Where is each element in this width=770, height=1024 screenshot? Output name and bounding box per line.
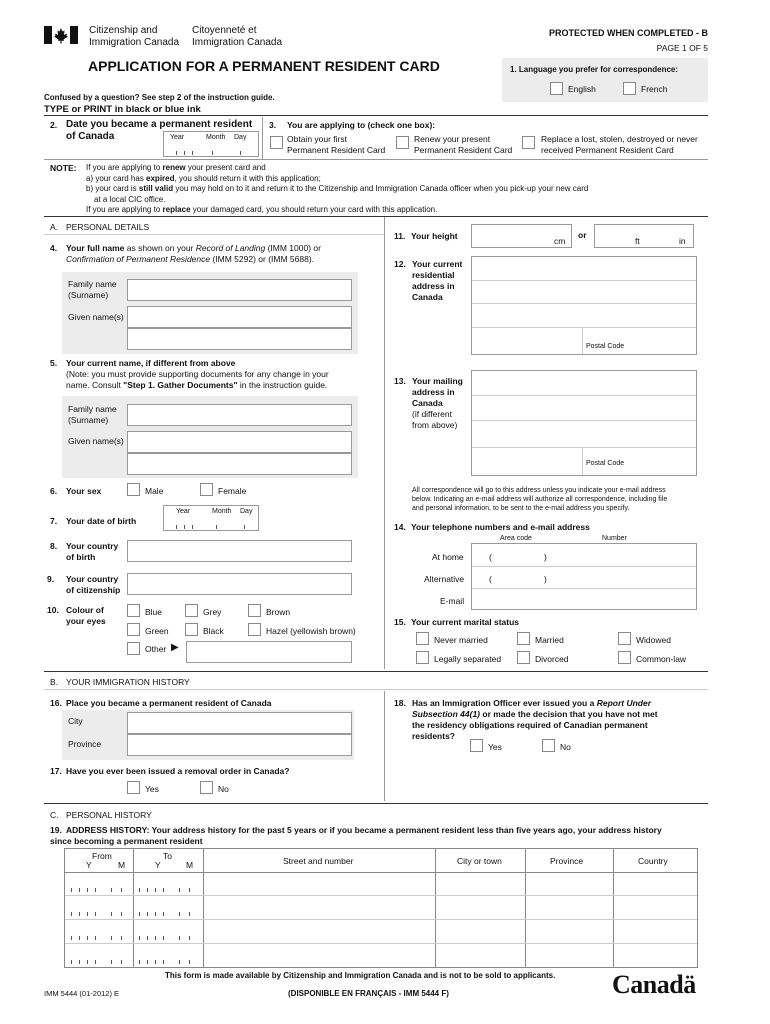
report-no-checkbox[interactable] <box>542 739 555 752</box>
eyes-black-label: Black <box>203 626 224 636</box>
section-b-letter: B. <box>50 677 59 687</box>
q9-num: 9. <box>47 574 55 584</box>
from-y-header: Y <box>86 860 92 870</box>
q2-day-label: Day <box>234 134 247 141</box>
q5-family-name-input[interactable] <box>127 404 352 426</box>
eyes-hazel-label: Hazel (yellowish brown) <box>266 626 356 636</box>
q4-family-label: Family name (Surname) <box>68 279 117 300</box>
dept-en-line-2: Immigration Canada <box>89 37 180 48</box>
q2-label-line-1: Date you became a permanent resident <box>66 119 253 130</box>
country-of-birth-input[interactable] <box>127 540 352 562</box>
section-a-letter: A. <box>50 222 59 232</box>
q4-num: 4. <box>50 243 58 253</box>
q17-num: 17. <box>50 766 62 776</box>
country-of-citizenship-input[interactable] <box>127 573 352 595</box>
eyes-brown-label: Brown <box>266 607 291 617</box>
eyes-brown-checkbox[interactable] <box>248 604 261 617</box>
note-text: If you are applying to renew your present card and a) your card has expired, you should return it with this application; b) your card is still valid you may hold on to it and return it to the Citizenship and Immigration Canada officer when you pick-up your new card at a local CIC office. If you are applying to replace your damaged card, you should return your card with this application. <box>86 163 589 214</box>
legally-separated-checkbox[interactable] <box>416 651 429 664</box>
q14-num: 14. <box>394 522 406 532</box>
replace-line-1: Replace a lost, stolen, destroyed or never <box>541 134 698 144</box>
never-married-label: Never married <box>434 635 488 645</box>
renew-line-2: Permanent Resident Card <box>414 145 513 155</box>
dept-en-line-1: Citizenship and <box>89 25 158 36</box>
report-no-label: No <box>560 742 571 752</box>
height-cm-input[interactable] <box>471 224 572 248</box>
renew-checkbox[interactable] <box>396 136 409 149</box>
female-checkbox[interactable] <box>200 483 213 496</box>
french-checkbox[interactable] <box>623 82 636 95</box>
q13-num: 13. <box>394 376 406 386</box>
type-print-note: TYPE or PRINT in black or blue ink <box>44 104 201 115</box>
q5-given-name-input-2[interactable] <box>127 453 352 475</box>
alternative-phone-label: Alternative <box>424 574 465 584</box>
q7-month-label: Month <box>212 508 232 515</box>
city-label: City <box>68 716 83 726</box>
protected-label: PROTECTED WHEN COMPLETED - B <box>549 28 708 38</box>
eyes-green-checkbox[interactable] <box>127 623 140 636</box>
removal-no-checkbox[interactable] <box>200 781 213 794</box>
english-label: English <box>568 84 596 94</box>
in-unit: in <box>679 236 686 246</box>
page-number: PAGE 1 OF 5 <box>656 43 708 53</box>
divorced-label: Divorced <box>535 654 569 664</box>
married-label: Married <box>535 635 564 645</box>
obtain-first-line-1: Obtain your first <box>287 134 347 144</box>
q11-num: 11. <box>394 231 406 241</box>
q2-month-label: Month <box>206 134 226 141</box>
street-header: Street and number <box>283 856 354 866</box>
removal-yes-label: Yes <box>145 784 159 794</box>
form-title: APPLICATION FOR A PERMANENT RESIDENT CARD <box>88 58 440 74</box>
q19-label: ADDRESS HISTORY: Your address history for the past 5 years or if you became a permanent resident less than five years ago, your address history <box>66 825 662 835</box>
date-of-birth-field[interactable] <box>163 505 259 531</box>
eyes-blue-label: Blue <box>145 607 163 617</box>
q6-num: 6. <box>50 486 58 496</box>
obtain-first-line-2: Permanent Resident Card <box>287 145 386 155</box>
to-y-header: Y <box>155 860 161 870</box>
married-checkbox[interactable] <box>517 632 530 645</box>
eyes-other-label: Other <box>145 644 167 654</box>
report-yes-label: Yes <box>488 742 502 752</box>
section-b-title: YOUR IMMIGRATION HISTORY <box>66 677 190 687</box>
q3-label: You are applying to (check one box): <box>287 120 436 130</box>
city-town-header: City or town <box>457 856 502 866</box>
area-code-label: Area code <box>500 535 532 542</box>
department-name-en <box>89 25 179 49</box>
address-history-row[interactable] <box>65 920 697 944</box>
q17-label: Have you ever been issued a removal order in Canada? <box>66 766 290 776</box>
government-flag-logo <box>44 26 78 44</box>
q4-given-name-input-2[interactable] <box>127 328 352 350</box>
obtain-first-label <box>287 134 385 156</box>
from-header: From <box>92 851 112 861</box>
q7-label: Your date of birth <box>66 516 137 526</box>
renew-label <box>414 134 512 156</box>
country-header: Country <box>638 856 668 866</box>
common-law-checkbox[interactable] <box>618 651 631 664</box>
q19-num: 19. <box>50 825 62 835</box>
or-label: or <box>578 230 587 240</box>
q10-label: Colour of your eyes <box>66 605 106 626</box>
q6-label: Your sex <box>66 486 102 496</box>
mailing-address-input[interactable] <box>471 370 697 476</box>
q2-year-label: Year <box>170 134 185 141</box>
male-label: Male <box>145 486 164 496</box>
form-id: IMM 5444 (01-2012) E <box>44 989 120 998</box>
q7-year-label: Year <box>176 508 191 515</box>
canada-wordmark <box>612 970 696 1000</box>
number-label: Number <box>602 535 627 542</box>
eyes-other-input[interactable] <box>186 641 352 663</box>
footer-notice: This form is made available by Citizenship and Immigration Canada and is not to be sold to applicants. <box>165 971 556 980</box>
q4-label: Your full name as shown on your Record of Landing (IMM 1000) or Confirmation of Permanent Residence (IMM 5292) or (IMM 5688). <box>66 243 321 264</box>
obtain-first-checkbox[interactable] <box>270 136 283 149</box>
telephone-email-field[interactable]: ( ) ( ) <box>471 543 697 610</box>
divorced-checkbox[interactable] <box>517 651 530 664</box>
never-married-checkbox[interactable] <box>416 632 429 645</box>
q16-label: Place you became a permanent resident of Canada <box>66 698 272 708</box>
department-name-fr <box>192 25 282 49</box>
replace-checkbox[interactable] <box>522 136 535 149</box>
q8-label: Your country of birth <box>66 541 119 562</box>
note-label: NOTE: <box>50 163 77 173</box>
female-label: Female <box>218 486 247 496</box>
q4-family-name-input[interactable] <box>127 279 352 301</box>
removal-yes-checkbox[interactable] <box>127 781 140 794</box>
dept-fr-line-1: Citoyenneté et <box>192 25 257 36</box>
widowed-label: Widowed <box>636 635 671 645</box>
province-label: Province <box>68 739 102 749</box>
q13-label: Your mailing address in Canada (if different from above) <box>412 376 463 430</box>
q18-label: Has an Immigration Officer ever issued you a Report Under Subsection 44(1) or made the decision that you have not met the residency obligations required of Canadian permanent residents? <box>412 698 658 741</box>
province-header: Province <box>550 856 584 866</box>
eyes-grey-label: Grey <box>203 607 222 617</box>
q1-label: 1. Language you prefer for correspondence: <box>510 65 679 74</box>
q14-label: Your telephone numbers and e-mail address <box>411 522 590 532</box>
q16-num: 16. <box>50 698 62 708</box>
q10-num: 10. <box>47 605 59 615</box>
q18-num: 18. <box>394 698 406 708</box>
q9-label: Your country of citizenship <box>66 574 121 595</box>
eyes-hazel-checkbox[interactable] <box>248 623 261 636</box>
to-m-header: M <box>186 860 194 870</box>
dept-fr-line-2: Immigration Canada <box>192 37 283 48</box>
q5-num: 5. <box>50 358 58 368</box>
residential-address-input[interactable] <box>471 256 697 355</box>
widowed-checkbox[interactable] <box>618 632 631 645</box>
q12-postal-label: Postal Code <box>586 343 625 350</box>
q8-num: 8. <box>50 541 58 551</box>
confused-note: Confused by a question? See step 2 of the instruction guide. <box>44 93 275 102</box>
replace-line-2: received Permanent Resident Card <box>541 145 674 155</box>
q5-label: Your current name, if different from above (Note: you must provide supporting documents for any change in your name. Consult "Step 1. Gather Documents" in the instruction guide. <box>66 358 329 390</box>
section-c-title: PERSONAL HISTORY <box>66 810 152 820</box>
q3-num: 3. <box>269 120 277 130</box>
ft-unit: ft <box>635 236 640 246</box>
cm-unit: cm <box>554 236 566 246</box>
q2-label-line-2: of Canada <box>66 131 115 142</box>
eyes-black-checkbox[interactable] <box>185 623 198 636</box>
q5-family-label: Family name (Surname) <box>68 404 117 425</box>
q12-num: 12. <box>394 259 406 269</box>
q4-given-label: Given name(s) <box>68 312 124 322</box>
section-c-letter: C. <box>50 810 59 820</box>
canada-wordmark-text: Canadä <box>612 970 696 999</box>
q15-label: Your current marital status <box>411 617 520 627</box>
q11-label: Your height <box>411 231 458 241</box>
french-version-note: (DISPONIBLE EN FRANÇAIS - IMM 5444 F) <box>288 989 449 998</box>
q5-given-name-input-1[interactable] <box>127 431 352 453</box>
eyes-other-checkbox[interactable] <box>127 642 140 655</box>
email-label: E-mail <box>440 596 465 606</box>
report-yes-checkbox[interactable] <box>470 739 483 752</box>
arrow-right-icon: ▶ <box>171 642 179 653</box>
address-history-row[interactable] <box>65 944 697 968</box>
home-phone-label: At home <box>432 552 464 562</box>
header-divider <box>44 115 708 116</box>
eyes-green-label: Green <box>145 626 169 636</box>
to-header: To <box>163 851 172 861</box>
q12-label: Your current residential address in Canada <box>412 259 463 302</box>
q4-given-name-input-1[interactable] <box>127 306 352 328</box>
section-a-title: PERSONAL DETAILS <box>66 222 150 232</box>
legally-separated-label: Legally separated <box>434 654 502 664</box>
height-ft-in-input[interactable] <box>594 224 694 248</box>
eyes-grey-checkbox[interactable] <box>185 604 198 617</box>
q2-date-field[interactable] <box>163 131 259 157</box>
french-label: French <box>641 84 668 94</box>
replace-label <box>541 134 698 156</box>
address-history-row[interactable] <box>65 896 697 920</box>
eyes-blue-checkbox[interactable] <box>127 604 140 617</box>
city-input[interactable] <box>127 712 352 734</box>
province-input[interactable] <box>127 734 352 756</box>
q13-postal-label: Postal Code <box>586 460 625 467</box>
q5-given-label: Given name(s) <box>68 436 124 446</box>
q15-num: 15. <box>394 617 406 627</box>
male-checkbox[interactable] <box>127 483 140 496</box>
removal-no-label: No <box>218 784 229 794</box>
q7-day-label: Day <box>240 508 253 515</box>
q19-label-line-2: since becoming a permanent resident <box>50 836 203 846</box>
common-law-label: Common-law <box>636 654 687 664</box>
from-m-header: M <box>118 860 126 870</box>
address-history-row[interactable] <box>65 872 697 896</box>
renew-line-1: Renew your present <box>414 134 491 144</box>
q2-num: 2. <box>50 120 58 130</box>
english-checkbox[interactable] <box>550 82 563 95</box>
q7-num: 7. <box>50 516 58 526</box>
correspondence-notice: All correspondence will go to this address unless you indicate your e-mail address below. Indicating an e-mail address will authorize all correspondence, including file and personal information, to be sent to the e-mail address you specify. <box>412 487 668 512</box>
